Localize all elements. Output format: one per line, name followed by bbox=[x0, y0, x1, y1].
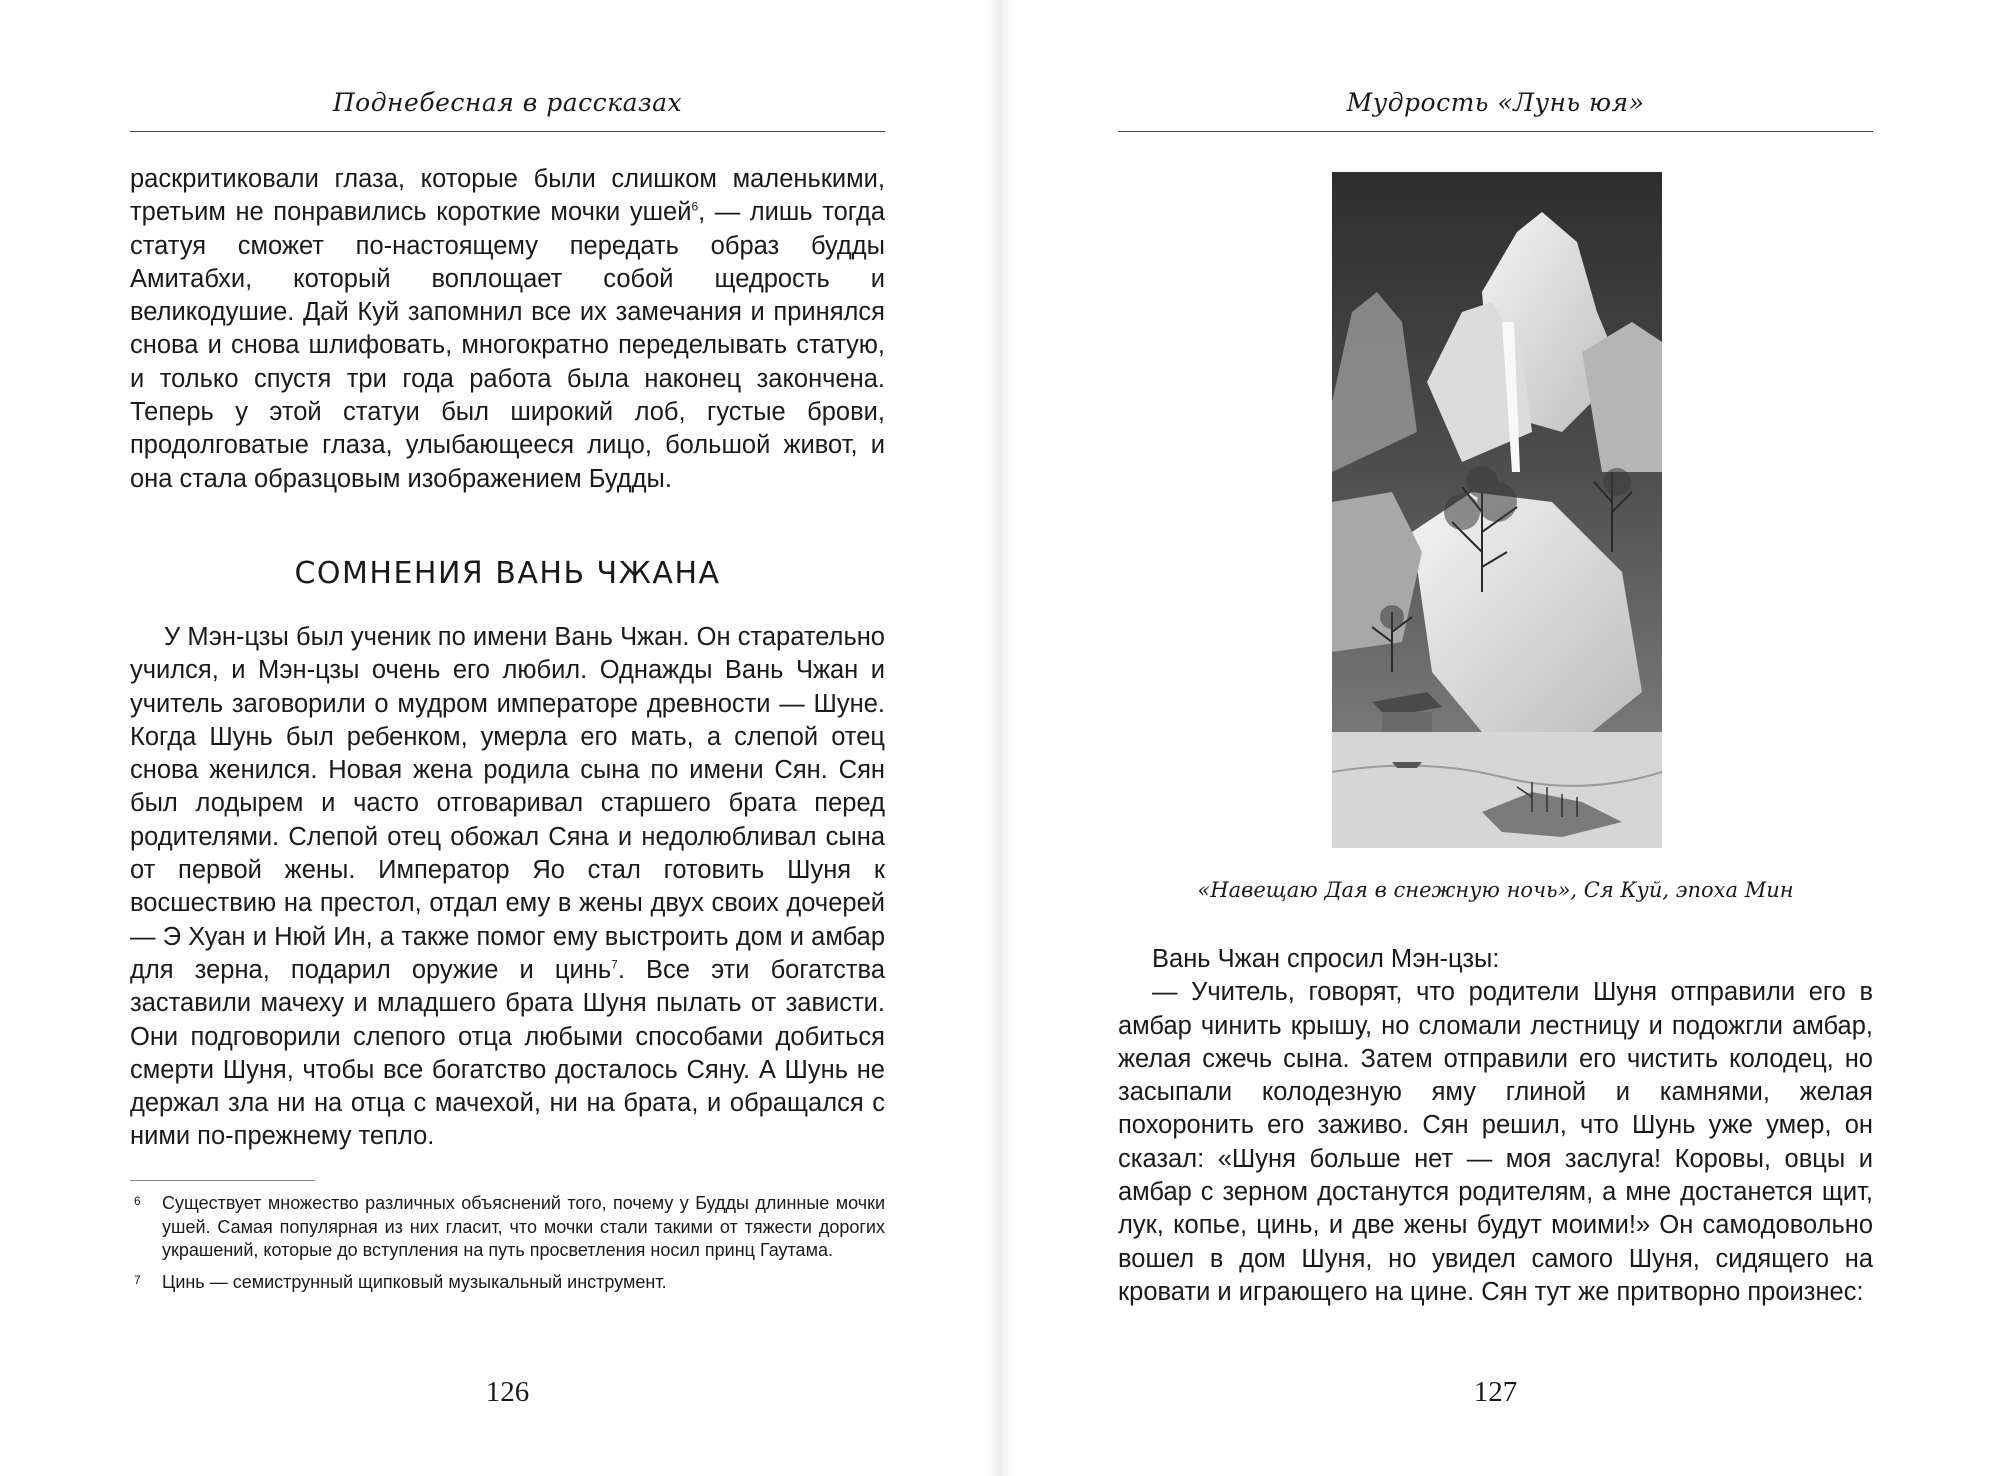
right-text bbox=[1118, 943, 1873, 1309]
footnote-number: 6 bbox=[134, 1194, 141, 1208]
chapter-title: СОМНЕНИЯ ВАНЬ ЧЖАНА bbox=[294, 556, 721, 591]
left-top-paragraph bbox=[130, 163, 885, 496]
right-running-head: Мудрость «Лунь юя» bbox=[1346, 88, 1645, 117]
right-paragraph-1: Вань Чжан спросил Мэн-цзы: bbox=[1152, 945, 1500, 973]
top-line-2-tail: , — лишь тогда bbox=[698, 198, 886, 227]
left-story-paragraph bbox=[130, 621, 885, 1154]
footnotes bbox=[130, 1192, 885, 1302]
footnote-7 bbox=[130, 1271, 885, 1295]
top-line-2: третьим не понравились короткие мочки ушей bbox=[130, 198, 692, 227]
painting-caption: «Навещаю Дая в снежную ночь», Ся Куй, эпоха Мин bbox=[1197, 878, 1794, 902]
left-page bbox=[130, 0, 885, 1476]
book-gutter-shadow bbox=[985, 0, 1015, 1476]
right-header-rule bbox=[1118, 131, 1873, 132]
snow-landscape-painting-icon bbox=[1332, 172, 1662, 848]
story-text: У Мэн-цзы был ученик по имени Вань Чжан. Он старательно учился, и Мэн-цзы очень его любил. Однажды Вань Чжан и учитель заговорили о мудром императоре древности — Шуне. Когда Шунь был ребенком, умерла его мать, а слепой отец снова женился. Новая жена родила сына по имени Сян. Сян был лодырем и часто отговаривал старшего брата перед родителями. Слепой отец обожал Сяна и недолюбливал сына от первой жены. Император Яо стал готовить Шуня к восшествию на престол, отдал ему в жены двух своих дочерей — Э Хуан и Нюй Ин, а также помог ему выстроить дом и амбар для зерна, подарил оружие и цинь bbox=[130, 623, 885, 984]
story-text-continued: . Все эти богатства заставили мачеху и младшего брата Шуня пылать от зависти. Они подговорили слепого отца любыми способами добиться смерти Шуня, чтобы все богатство досталось Сяну. А Шунь не держал зла ни на отца с мачехой, ни на брата, и обращался с ними по-прежнему тепло. bbox=[130, 955, 885, 1151]
right-paragraph-2: — Учитель, говорят, что родители Шуня отправили его в амбар чинить крышу, но сломали лестницу и подожгли амбар, желая сжечь сына. Затем отправили его чистить колодец, но засыпали колодезную яму глиной и камнями, желая похоронить его заживо. Сян решил, что Шунь уже умер, он сказал: «Шуня больше нет — моя заслуга! Коровы, овцы и амбар с зерном достанутся родителям, а мне достанется щит, лук, копье, цинь, и две жены будут моими!» Он самодовольно вошел в дом Шуня, но увидел самого Шуня, сидящего на кровати и играющего на цине. Сян тут же притворно произнес: bbox=[1118, 978, 1873, 1306]
footnote-text: Существует множество различных объяснений того, почему у Будды длинные мочки ушей. Самая популярная из них гласит, что мочки стали такими от тяжести дорогих украшений, которые до вступления на путь просветления носил принц Гаутама. bbox=[162, 1193, 885, 1260]
footnote-6 bbox=[130, 1192, 885, 1263]
footnote-ref-7[interactable]: 7 bbox=[611, 957, 618, 972]
top-line-1: раскритиковали глаза, которые были слишком маленькими, bbox=[130, 165, 885, 193]
left-running-head: Поднебесная в рассказах bbox=[332, 88, 683, 117]
footnote-rule bbox=[130, 1180, 315, 1181]
footnote-text: Цинь — семиструнный щипковый музыкальный инструмент. bbox=[162, 1271, 667, 1292]
top-line-3: статуя сможет по-настоящему передать образ будды Амитабхи, который воплощает собой щедрость и великодушие. Дай Куй запомнил все их замечания и принялся снова и снова шлифовать, многократно переделывать статую, и только спустя три года работа была наконец закончена. Теперь у этой статуи был широкий лоб, густые брови, продолговатые глаза, улыбающееся лицо, большой живот, и она стала образцовым изображением Будды. bbox=[130, 231, 885, 493]
right-page-number: 127 bbox=[1473, 1376, 1518, 1408]
left-page-number: 126 bbox=[485, 1376, 530, 1408]
footnote-number: 7 bbox=[134, 1272, 141, 1287]
right-page bbox=[1118, 0, 1873, 1476]
footnote-ref-6[interactable]: 6 bbox=[691, 199, 699, 214]
left-header-rule bbox=[130, 131, 885, 132]
